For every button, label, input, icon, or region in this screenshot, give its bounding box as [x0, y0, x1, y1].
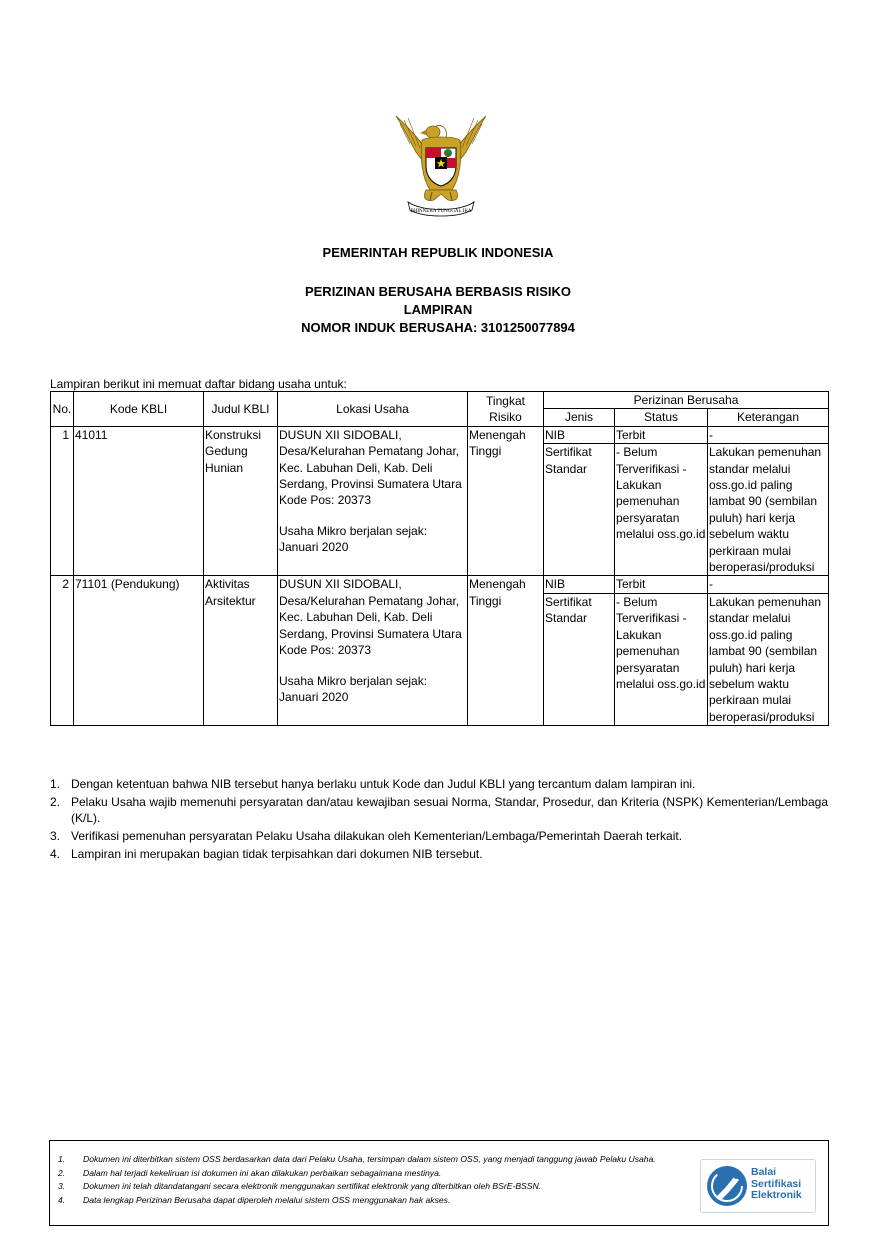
- header-tingkat-risiko: Tingkat Risiko: [468, 392, 544, 427]
- table-row: [51, 576, 829, 593]
- row-status: - Belum Terverifikasi - Lakukan pemenuhan persyaratan melalui oss.go.id: [615, 444, 708, 576]
- garuda-emblem-icon: [386, 108, 496, 220]
- note-text: Verifikasi pemenuhan persyaratan Pelaku Usaha dilakukan oleh Kementerian/Lembaga/Pemerintah Daerah terkait.: [71, 829, 683, 843]
- row-status: - Belum Terverifikasi - Lakukan pemenuhan persyaratan melalui oss.go.id: [615, 593, 708, 725]
- bsre-line-1: Balai: [751, 1166, 777, 1178]
- nib-number: NOMOR INDUK BERUSAHA: 3101250077894: [301, 320, 575, 335]
- document-title: PERIZINAN BERUSAHA BERBASIS RISIKO: [304, 284, 572, 299]
- row-judul-kbli: Aktivitas Arsitektur: [204, 576, 278, 726]
- row-jenis: NIB: [544, 426, 615, 443]
- table-row: [51, 426, 829, 443]
- note-text: Lampiran ini merupakan bagian tidak terpisahkan dari dokumen NIB tersebut.: [71, 847, 483, 861]
- row-lokasi-usaha: [278, 426, 468, 576]
- kbli-table: [50, 391, 829, 726]
- bsre-logo: [700, 1159, 816, 1213]
- row-keterangan: Lakukan pemenuhan standar melalui oss.go.id paling lambat 90 (sembilan puluh) hari kerja sebelum waktu perkiraan mulai beroperasi/produksi: [708, 593, 829, 725]
- header-lokasi-usaha: Lokasi Usaha: [278, 392, 468, 427]
- footer-note-text: Data lengkap Perizinan Berusaha dapat diperoleh melalui sistem OSS menggunakan hak akses.: [83, 1194, 451, 1205]
- note-number: 1.: [50, 777, 61, 791]
- bsre-line-2: Sertifikasi: [751, 1177, 802, 1190]
- row-keterangan: Lakukan pemenuhan standar melalui oss.go.id paling lambat 90 (sembilan puluh) hari kerja sebelum waktu perkiraan mulai beroperasi/produksi: [708, 444, 829, 576]
- footer-note-number: 3.: [58, 1181, 66, 1191]
- footer-note-text: Dokumen ini telah ditandatangani secara elektronik menggunakan sertifikat elektronik yang diterbitkan oleh BSrE-BSSN.: [83, 1181, 542, 1191]
- footer-note-text: Dalam hal terjadi kekeliruan isi dokumen ini akan dilakukan perbaikan sebagaimana mestinya.: [83, 1167, 442, 1178]
- note-item: [50, 846, 828, 862]
- row-jenis: Sertifikat Standar: [544, 593, 615, 725]
- bsre-logo-text: [751, 1167, 802, 1202]
- row-tingkat-risiko: Menengah Tinggi: [468, 576, 544, 726]
- row-keterangan: -: [708, 426, 829, 443]
- row-status: Terbit: [615, 576, 708, 593]
- row-tingkat-risiko: Menengah Tinggi: [468, 426, 544, 576]
- note-item: [50, 776, 828, 792]
- header-no: No.: [51, 392, 74, 427]
- note-number: 4.: [50, 847, 61, 861]
- row-jenis: NIB: [544, 576, 615, 593]
- note-number: 3.: [50, 829, 61, 843]
- table-header-row: [51, 392, 829, 409]
- row-jenis: Sertifikat Standar: [544, 444, 615, 576]
- bsre-line-3: Elektronik: [751, 1189, 802, 1201]
- footer-notes-list: [58, 1153, 708, 1207]
- lokasi-mikro-since: Usaha Mikro berjalan sejak: Januari 2020: [279, 523, 428, 555]
- header-perizinan-berusaha: Perizinan Berusaha: [544, 392, 829, 409]
- header-jenis: Jenis: [544, 409, 615, 426]
- row-lokasi-usaha: [278, 576, 468, 726]
- header-keterangan: Keterangan: [708, 409, 829, 426]
- footer-note-number: 2.: [58, 1167, 66, 1178]
- header-status: Status: [615, 409, 708, 426]
- footer-note-item: [58, 1180, 708, 1194]
- row-no: 2: [51, 576, 74, 726]
- government-heading: PEMERINTAH REPUBLIK INDONESIA: [322, 245, 554, 260]
- bsre-pen-icon: [705, 1164, 749, 1208]
- footer-note-number: 4.: [58, 1194, 66, 1205]
- row-kode-kbli: 41011: [74, 426, 204, 576]
- row-status: Terbit: [615, 426, 708, 443]
- header-judul-kbli: Judul KBLI: [204, 392, 278, 427]
- row-judul-kbli: Konstruksi Gedung Hunian: [204, 426, 278, 576]
- note-item: [50, 794, 828, 826]
- lokasi-kode-pos: Kode Pos: 20373: [279, 493, 372, 508]
- footer-note-item: [58, 1167, 708, 1181]
- document-subtitle: LAMPIRAN: [403, 302, 473, 317]
- row-kode-kbli: 71101 (Pendukung): [74, 576, 204, 726]
- note-item: [50, 828, 828, 844]
- row-keterangan: -: [708, 576, 829, 593]
- footer-note-item: [58, 1194, 708, 1208]
- note-number: 2.: [50, 795, 61, 809]
- note-text: Dengan ketentuan bahwa NIB tersebut hanya berlaku untuk Kode dan Judul KBLI yang tercantum dalam lampiran ini.: [71, 777, 696, 791]
- note-text: Pelaku Usaha wajib memenuhi persyaratan dan/atau kewajiban sesuai Norma, Standar, Prosedur, dan Kriteria (NSPK) Kementerian/Lembaga (K/L).: [71, 795, 828, 825]
- lokasi-mikro-since: Usaha Mikro berjalan sejak: Januari 2020: [279, 673, 428, 704]
- intro-text: Lampiran berikut ini memuat daftar bidang usaha untuk:: [50, 377, 347, 391]
- lokasi-address: DUSUN XII SIDOBALI, Desa/Kelurahan Pematang Johar, Kec. Labuhan Deli, Kab. Deli Serdang, Provinsi Sumatera Utara: [279, 577, 462, 641]
- lokasi-address: DUSUN XII SIDOBALI, Desa/Kelurahan Pematang Johar, Kec. Labuhan Deli, Kab. Deli Serdang, Provinsi Sumatera Utara: [279, 427, 462, 492]
- notes-list: [50, 776, 828, 864]
- header-kode-kbli: Kode KBLI: [74, 392, 204, 427]
- svg-text:BHINNEKA TUNGGAL IKA: BHINNEKA TUNGGAL IKA: [410, 209, 472, 214]
- lokasi-kode-pos: Kode Pos: 20373: [279, 643, 372, 658]
- footer-disclaimer-box: [49, 1140, 829, 1226]
- footer-note-number: 1.: [58, 1154, 66, 1164]
- row-no: 1: [51, 426, 74, 576]
- footer-note-text: Dokumen ini diterbitkan sistem OSS berdasarkan data dari Pelaku Usaha, tersimpan dalam sistem OSS, yang menjadi tanggung jawab Pelaku Usaha.: [83, 1154, 656, 1164]
- footer-note-item: [58, 1153, 708, 1167]
